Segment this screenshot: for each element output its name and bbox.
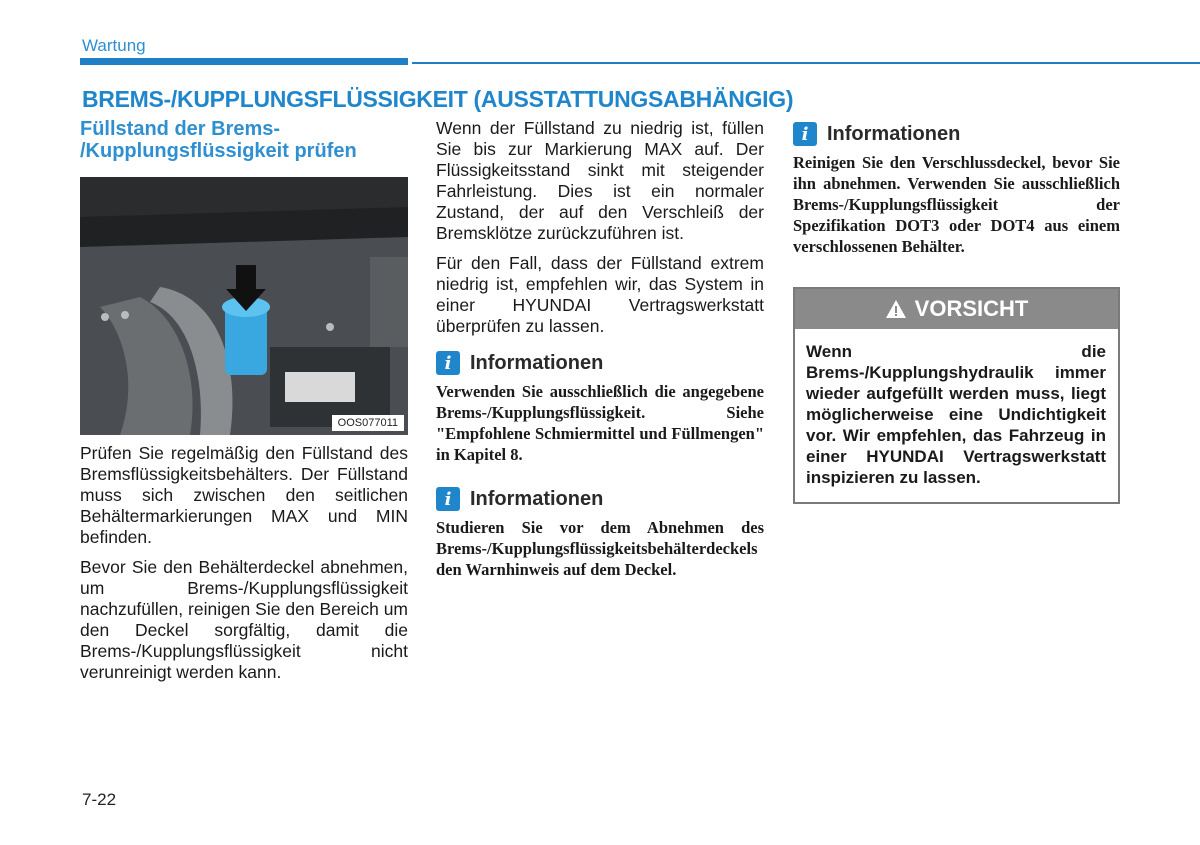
section-label: Wartung	[82, 36, 146, 55]
subheading-line-1: Füllstand der Brems-	[80, 118, 281, 140]
info-icon: i	[436, 487, 460, 511]
warning-triangle-icon	[885, 299, 907, 319]
info-header	[436, 487, 764, 511]
page-number: 7-22	[82, 790, 117, 809]
header-rule	[412, 62, 1200, 64]
info-title: Informationen	[470, 487, 604, 510]
info-header	[793, 122, 1120, 146]
engine-bay-illustration	[80, 177, 408, 435]
page-title: BREMS-/KUPPLUNGSFLÜSSIGKEIT (AUSSTATTUNGSABHÄNGIG)	[82, 86, 794, 112]
caution-header	[795, 289, 1118, 329]
info-icon: i	[793, 122, 817, 146]
section-subheading	[80, 118, 408, 162]
caution-title: VORSICHT	[914, 296, 1029, 321]
caution-text: Wenn die Brems-/Kupplungshydraulik immer wieder aufgefüllt werden muss, liegt möglicherweise eine Undichtigkeit vor. Wir empfehlen, das Fahrzeug in einer HYUNDAI Vertragswerkstatt inspizieren zu lassen.	[806, 342, 1106, 487]
caution-box	[793, 287, 1120, 504]
photo-caption: OOS077011	[332, 415, 404, 431]
info-text: Reinigen Sie den Verschlussdeckel, bevor Sie ihn abnehmen. Verwenden Sie ausschließlich Brems-/Kupplungsflüssigkeit der Spezifikation DOT3 oder DOT4 aus einem verschlossenen Behälter.	[793, 153, 1120, 256]
header-bar	[80, 58, 408, 65]
column-left	[80, 118, 408, 692]
info-header	[436, 351, 764, 375]
paragraph-clean-cap: Bevor Sie den Behälterdeckel abnehmen, um Brems-/Kupplungsflüssigkeit nachzufüllen, reinigen Sie den Bereich um den Deckel sorgfältig, damit die Brems-/Kupplungsflüssigkeit nicht verunreinigt werden kann.	[80, 557, 408, 682]
column-middle	[436, 118, 764, 580]
info-text: Studieren Sie vor dem Abnehmen des Brems-/Kupplungsflüssigkeitsbehälterdeckels den Warnhinweis auf dem Deckel.	[436, 518, 764, 579]
info-text: Verwenden Sie ausschließlich die angegebene Brems-/Kupplungsflüssigkeit. Siehe "Empfohlene Schmiermittel und Füllmengen" in Kapitel 8.	[436, 382, 764, 464]
paragraph-low-level: Für den Fall, dass der Füllstand extrem niedrig ist, empfehlen wir, das System in einer HYUNDAI Vertragswerkstatt überprüfen zu lassen.	[436, 253, 764, 336]
info-title: Informationen	[827, 122, 961, 145]
info-title: Informationen	[470, 351, 604, 374]
info-icon: i	[436, 351, 460, 375]
subheading-line-2: /Kupplungsflüssigkeit prüfen	[80, 140, 357, 162]
column-right	[793, 118, 1120, 504]
engine-bay-photo	[80, 177, 408, 435]
paragraph-check-level: Prüfen Sie regelmäßig den Füllstand des Bremsflüssigkeitsbehälters. Der Füllstand muss sich zwischen den seitlichen Behältermarkierungen MAX und MIN befinden.	[80, 443, 408, 547]
paragraph-refill: Wenn der Füllstand zu niedrig ist, füllen Sie bis zur Markierung MAX auf. Der Flüssigkeitsstand sinkt mit steigender Fahrleistung. Dies ist ein normaler Zustand, der auf den Verschleiß der Bremsklötze zurückzuführen ist.	[436, 118, 764, 243]
